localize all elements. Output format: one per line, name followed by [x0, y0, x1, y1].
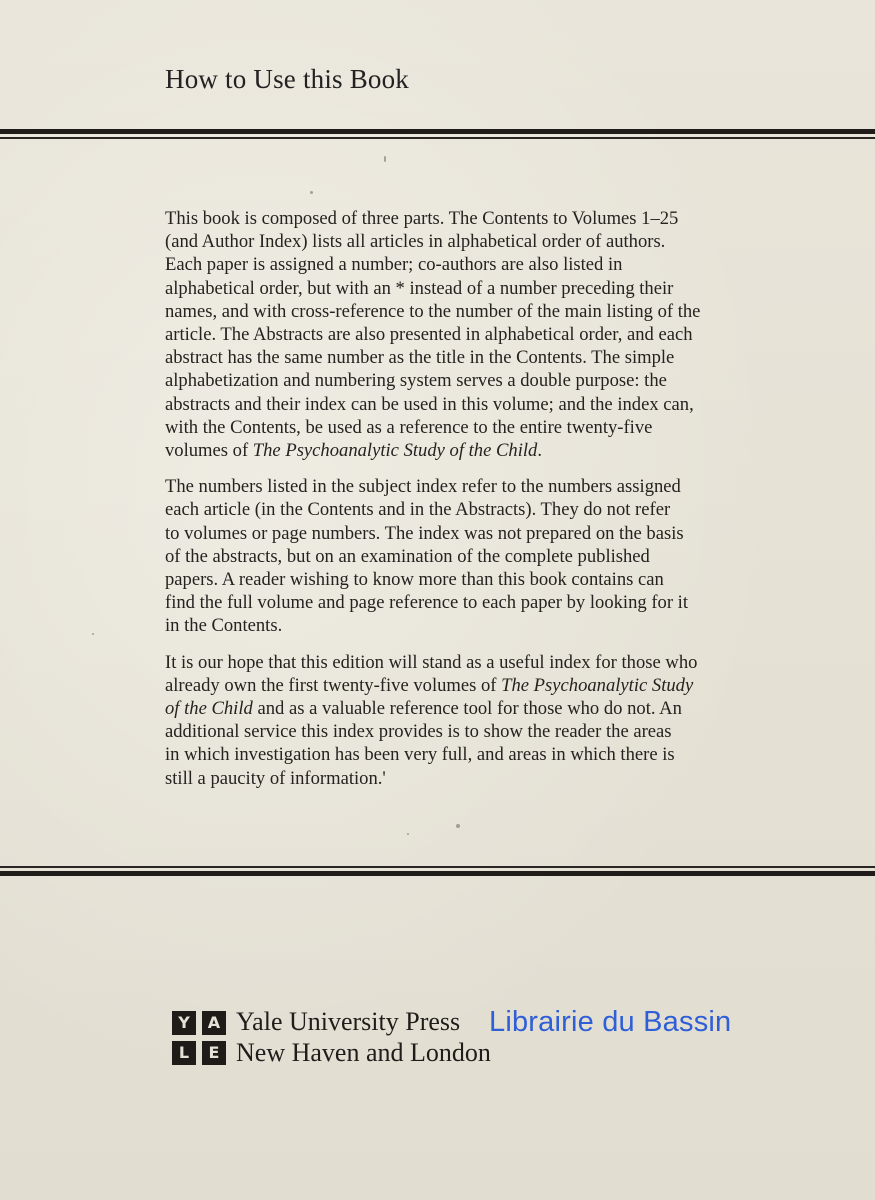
text-line: in which investigation has been very full, and areas in which there is [165, 744, 675, 766]
text-line: article. The Abstracts are also presented in alphabetical order, and each [165, 324, 693, 346]
text-line: find the full volume and page reference to each paper by looking for it [165, 592, 689, 614]
paper-speck [310, 191, 313, 194]
text-line: in the Contents. [165, 615, 283, 637]
yale-logo-letter: L [172, 1041, 196, 1065]
text-line: Each paper is assigned a number; co-authors are also listed in [165, 254, 623, 276]
paragraph-1 [165, 207, 805, 462]
text-line: alphabetical order, but with an * instead of a number preceding their [165, 277, 674, 299]
yale-logo-letter: E [202, 1041, 226, 1065]
text-line [165, 439, 805, 462]
text-line: additional service this index provides is to show the reader the areas [165, 721, 672, 743]
page-title: How to Use this Book [165, 64, 410, 94]
text-line: abstract has the same number as the title in the Contents. The simple [165, 347, 675, 369]
text-line: names, and with cross-reference to the number of the main listing of the [165, 300, 701, 322]
paragraph-3 [165, 651, 805, 790]
yale-logo-letter: A [202, 1011, 226, 1035]
journal-title: The Psychoanalytic Study of the Child [252, 440, 538, 462]
text-line: papers. A reader wishing to know more than this book contains can [165, 569, 664, 591]
paper-speck [407, 833, 409, 835]
bottom-rules [0, 866, 875, 876]
text-line: alphabetization and numbering system serves a double purpose: the [165, 370, 667, 392]
text-line: (and Author Index) lists all articles in alphabetical order of authors. [165, 231, 666, 253]
publisher-name: Yale University Press [236, 1007, 461, 1036]
text-line: It is our hope that this edition will stand as a useful index for those who [165, 651, 698, 673]
paper-speck [384, 156, 386, 162]
text-fragment: volumes of [165, 440, 253, 462]
bookseller-watermark: Librairie du Bassin [489, 1006, 732, 1038]
publisher-place: New Haven and London [236, 1038, 491, 1067]
paper-speck [456, 824, 460, 828]
journal-title: The Psychoanalytic Study [501, 674, 694, 696]
text-line: still a paucity of information.' [165, 767, 386, 789]
text-line: This book is composed of three parts. The Contents to Volumes 1–25 [165, 208, 679, 229]
paper-speck [92, 633, 94, 635]
text-line: with the Contents, be used as a reference to the entire twenty-five [165, 416, 653, 438]
body-text [165, 207, 805, 803]
text-line: abstracts and their index can be used in this volume; and the index can, [165, 393, 694, 415]
rule-thick [0, 871, 875, 876]
top-rules [0, 129, 875, 139]
text-line: of the abstracts, but on an examination of the complete published [165, 545, 650, 567]
text-line [165, 674, 805, 697]
yale-logo [172, 1011, 228, 1067]
text-line [165, 697, 805, 720]
paragraph-2 [165, 475, 805, 637]
text-line: The numbers listed in the subject index refer to the numbers assigned [165, 476, 681, 498]
text-line: to volumes or page numbers. The index was not prepared on the basis [165, 522, 684, 544]
rule-thin [0, 137, 875, 139]
yale-logo-letter: Y [172, 1011, 196, 1035]
journal-title: of the Child [165, 698, 253, 720]
text-fragment: . [537, 440, 542, 462]
text-line: each article (in the Contents and in the Abstracts). They do not refer [165, 499, 671, 521]
text-fragment: and as a valuable reference tool for those who do not. An [252, 698, 682, 720]
text-fragment: already own the first twenty-five volumes of [165, 674, 502, 696]
